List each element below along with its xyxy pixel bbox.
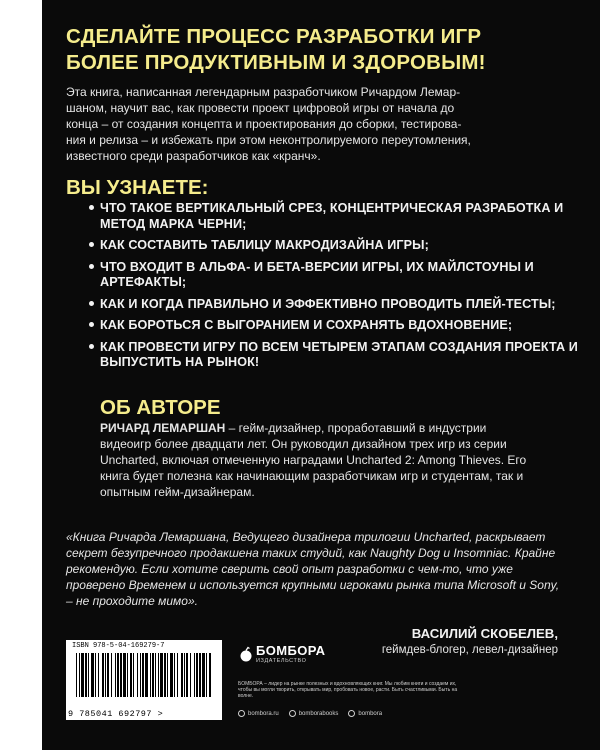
learn-item-text: КАК СОСТАВИТЬ ТАБЛИЦУ МАКРОДИЗАЙНА ИГРЫ;: [100, 238, 429, 252]
learn-item-text: ЧТО ТАКОЕ ВЕРТИКАЛЬНЫЙ СРЕЗ, КОНЦЕНТРИЧЕСКАЯ РАЗРАБОТКА И МЕТОД МАРКА ЧЕРНИ;: [100, 201, 564, 231]
learn-item: [100, 201, 580, 232]
learn-item: [100, 238, 580, 254]
bullet-icon: [89, 242, 94, 247]
intro-line: шаном, научит вас, как провести проект цифровой игры от начала до: [66, 101, 455, 115]
learn-list: [100, 201, 580, 377]
publisher-social-links: [238, 710, 382, 717]
bombora-logo-icon: [238, 646, 254, 662]
endorser-role: геймдев-блогер, левел-дизайнер: [381, 644, 558, 656]
bullet-icon: [89, 322, 94, 327]
intro-paragraph: [66, 84, 566, 164]
author-name: РИЧАРД ЛЕМАРШАН: [100, 421, 226, 435]
headline: [66, 24, 586, 76]
publisher-subtitle: ИЗДАТЕЛЬСТВО: [256, 658, 307, 664]
endorser-name: ВАСИЛИЙ СКОБЕЛЕВ,: [411, 626, 558, 641]
isbn-barcode-block: [66, 640, 222, 720]
intro-line: конца – от создания концепта и проектирования до сборки, тестирова-: [66, 117, 462, 131]
intro-line: ния и релиза – и избежать при этом неконтролируемого переутомления,: [66, 133, 471, 147]
intro-line: Эта книга, написанная легендарным разработчиком Ричардом Лемар-: [66, 85, 461, 99]
author-bio-text: – гейм-дизайнер, проработавший в индустрии видеоигр более двадцати лет. Он руководил дизайном трех игр из серии Uncharted, включая отмеченную наградами Uncharted 2: Among Thieves. Его книга будет полезна как начинающим разработчикам игр и студентам, так и опытным гейм-дизайнерам.: [100, 421, 527, 499]
social-link-text: bomborabooks: [298, 710, 339, 717]
bullet-icon: [89, 264, 94, 269]
learn-item: [100, 297, 580, 313]
barcode-icon: [74, 653, 214, 707]
learn-item: [100, 260, 580, 291]
learn-item-text: КАК ПРОВЕСТИ ИГРУ ПО ВСЕМ ЧЕТЫРЕМ ЭТАПАМ СОЗДАНИЯ ПРОЕКТА И ВЫПУСТИТЬ НА РЫНОК!: [100, 339, 578, 369]
publisher-name: БОМБОРА: [256, 643, 326, 658]
messenger-icon: [348, 710, 355, 717]
back-cover: [42, 0, 600, 750]
social-link-handle[interactable]: [348, 710, 382, 717]
endorsement-quote: «Книга Ричарда Лемаршана, Ведущего дизайнера трилогии Uncharted, раскрывает секрет безупречного продакшена таких студий, как Naughty Dog и Insomniac. Крайне рекомендую. Если хотите сверить свой опыт разработки с чем-то, что уже проверено Временем и используется крупными игроками рынка типа Microsoft и Sony, – не проходите мимо».: [66, 530, 560, 608]
isbn-label: ISBN 978-5-04-169279-7: [72, 642, 165, 650]
author-bio: [100, 420, 540, 500]
learn-item: [100, 340, 580, 371]
learn-item-text: КАК БОРОТЬСЯ С ВЫГОРАНИЕМ И СОХРАНЯТЬ ВДОХНОВЕНИЕ;: [100, 318, 513, 332]
learn-item: [100, 318, 580, 334]
social-link-text: bombora: [358, 710, 383, 717]
learn-section-title: ВЫ УЗНАЕТЕ:: [66, 176, 209, 199]
learn-item-text: ЧТО ВХОДИТ В АЛЬФА- И БЕТА-ВЕРСИИ ИГРЫ, ИХ МАЙЛСТОУНЫ И АРТЕФАКТЫ;: [100, 259, 534, 289]
social-link-website[interactable]: [238, 710, 279, 717]
social-link-books[interactable]: [289, 710, 339, 717]
bullet-icon: [89, 205, 94, 210]
learn-item-text: КАК И КОГДА ПРАВИЛЬНО И ЭФФЕКТИВНО ПРОВОДИТЬ ПЛЕЙ-ТЕСТЫ;: [100, 296, 556, 311]
publisher-description: БОМБОРА – лидер на рынке полезных и вдохновляющих книг. Мы любим книги и создаем их, чтобы вы могли творить, открывать мир, пробовать новое, расти. Быть счастливыми. Быть на волне.: [238, 681, 458, 700]
headline-line-1: СДЕЛАЙТЕ ПРОЦЕСС РАЗРАБОТКИ ИГР: [66, 25, 482, 48]
bullet-icon: [89, 344, 94, 349]
barcode-digits: 9 785041 692797 >: [68, 709, 164, 719]
intro-line: известного среди разработчиков как «кранч».: [66, 149, 321, 163]
social-network-icon: [289, 710, 296, 717]
author-section-title: ОБ АВТОРЕ: [100, 396, 221, 419]
globe-icon: [238, 710, 245, 717]
social-link-text: bombora.ru: [248, 710, 279, 717]
bullet-icon: [89, 301, 94, 306]
headline-line-2: БОЛЕЕ ПРОДУКТИВНЫМ И ЗДОРОВЫМ!: [66, 51, 486, 74]
